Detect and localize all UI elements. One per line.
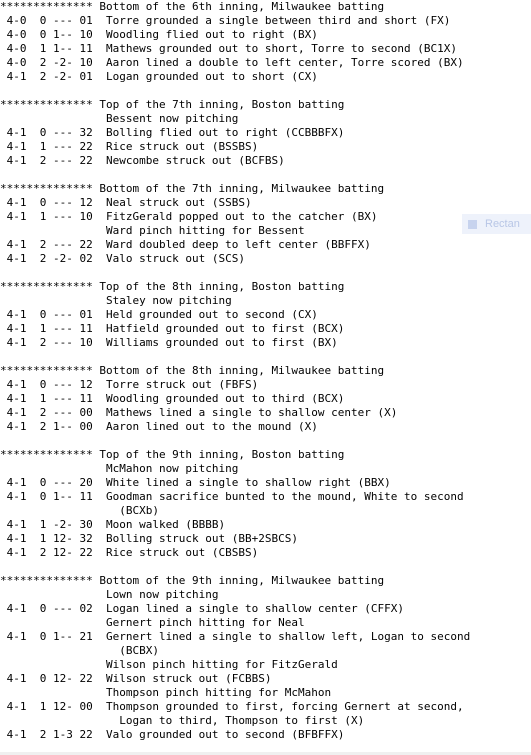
inning-header: ************** Bottom of the 8th inning, Milwaukee batting (0, 364, 385, 377)
blank-line (0, 266, 470, 280)
play-line: 4-1 0 --- 02 Logan lined a single to shallow center (CFFX) (0, 602, 404, 615)
play-line: 4-1 0 --- 32 Bolling flied out to right (CCBBBFX) (0, 126, 345, 139)
play-line: 4-1 0 --- 12 Neal struck out (SSBS) (0, 196, 252, 209)
play-line: 4-1 1 --- 11 Hatfield grounded out to first (BCX) (0, 322, 345, 335)
note-line: Thompson pinch hitting for McMahon (0, 686, 332, 699)
rectangle-tool-label: Rectan (485, 218, 520, 230)
play-line: 4-1 0 1-- 11 Goodman sacrifice bunted to the mound, White to second (0, 490, 464, 503)
play-line: 4-1 0 1-- 21 Gernert lined a single to shallow left, Logan to second (0, 630, 471, 643)
play-line: 4-1 2 --- 22 Newcombe struck out (BCFBS) (0, 154, 285, 167)
play-line: 4-1 2 -2- 01 Logan grounded out to short (CX) (0, 70, 318, 83)
note-line: (BCBX) (0, 644, 159, 657)
inning-header: ************** Top of the 9th inning, Boston batting (0, 448, 345, 461)
play-line: 4-0 1 1-- 11 Mathews grounded out to short, Torre to second (BC1X) (0, 42, 457, 55)
note-line: Bessent now pitching (0, 112, 239, 125)
note-line: Logan to third, Thompson to first (X) (0, 714, 365, 727)
inning-header: ************** Bottom of the 7th inning, Milwaukee batting (0, 182, 385, 195)
rectangle-tool-icon (468, 220, 477, 229)
blank-line (0, 434, 470, 448)
note-line: Ward pinch hitting for Bessent (0, 224, 305, 237)
play-line: 4-1 0 12- 22 Wilson struck out (FCBBS) (0, 672, 272, 685)
play-line: 4-1 1 12- 00 Thompson grounded to first, forcing Gernert at second, (0, 700, 464, 713)
play-line: 4-1 1 --- 10 FitzGerald popped out to the catcher (BX) (0, 210, 378, 223)
note-line: McMahon now pitching (0, 462, 239, 475)
play-line: 4-1 1 --- 22 Rice struck out (BSSBS) (0, 140, 259, 153)
note-line: Wilson pinch hitting for FitzGerald (0, 658, 338, 671)
play-line: 4-1 0 --- 12 Torre struck out (FBFS) (0, 378, 259, 391)
play-line: 4-1 1 --- 11 Woodling grounded out to third (BCX) (0, 392, 345, 405)
play-line: 4-1 2 --- 00 Mathews lined a single to shallow center (X) (0, 406, 398, 419)
blank-line (0, 168, 470, 182)
note-line: Staley now pitching (0, 294, 232, 307)
play-line: 4-1 0 --- 20 White lined a single to shallow right (BBX) (0, 476, 391, 489)
rectangle-tool-tooltip (462, 214, 531, 234)
play-line: 4-0 0 --- 01 Torre grounded a single between third and short (FX) (0, 14, 451, 27)
blank-line (0, 560, 470, 574)
note-line: Gernert pinch hitting for Neal (0, 616, 305, 629)
play-line: 4-1 2 --- 10 Williams grounded out to first (BX) (0, 336, 338, 349)
note-line: Lown now pitching (0, 588, 219, 601)
play-line: 4-0 0 1-- 10 Woodling flied out to right (BX) (0, 28, 318, 41)
blank-line (0, 84, 470, 98)
play-line: 4-1 2 --- 22 Ward doubled deep to left center (BBFFX) (0, 238, 371, 251)
inning-header: ************** Bottom of the 6th inning, Milwaukee batting (0, 0, 385, 13)
play-line: 4-1 1 12- 32 Bolling struck out (BB+2SBCS) (0, 532, 299, 545)
play-line: 4-1 2 1-3 22 Valo grounded out to second (BFBFFX) (0, 728, 345, 741)
play-line: 4-1 2 -2- 02 Valo struck out (SCS) (0, 252, 246, 265)
inning-header: ************** Bottom of the 9th inning, Milwaukee batting (0, 574, 385, 587)
play-line: 4-0 2 -2- 10 Aaron lined a double to left center, Torre scored (BX) (0, 56, 464, 69)
inning-header: ************** Top of the 7th inning, Boston batting (0, 98, 345, 111)
play-line: 4-1 0 --- 01 Held grounded out to second (CX) (0, 308, 318, 321)
play-line: 4-1 2 12- 22 Rice struck out (CBSBS) (0, 546, 259, 559)
note-line: (BCXb) (0, 504, 159, 517)
blank-line (0, 350, 470, 364)
play-line: 4-1 2 1-- 00 Aaron lined out to the mound (X) (0, 420, 318, 433)
play-line: 4-1 1 -2- 30 Moon walked (BBBB) (0, 518, 226, 531)
inning-header: ************** Top of the 8th inning, Boston batting (0, 280, 345, 293)
